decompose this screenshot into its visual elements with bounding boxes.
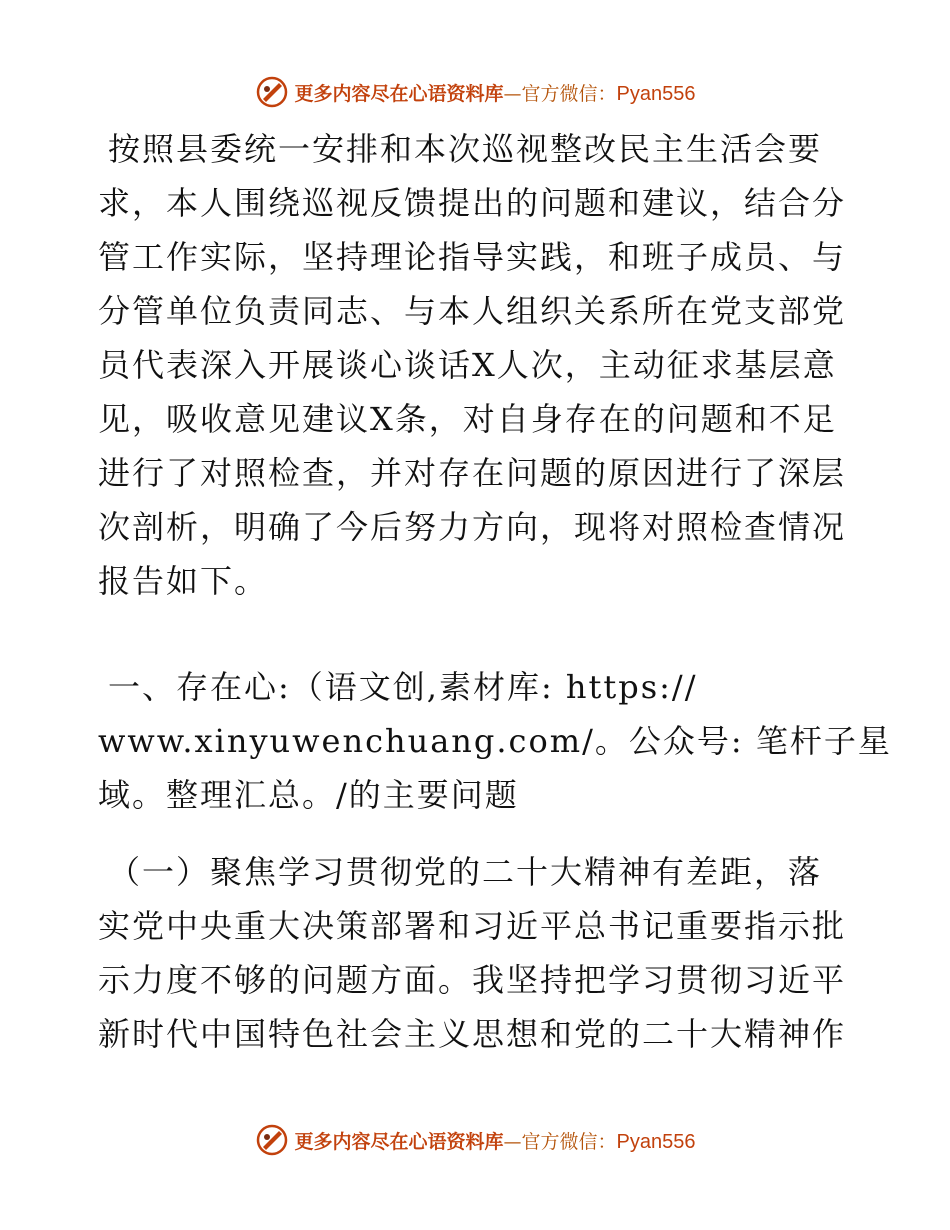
header-banner	[0, 72, 950, 112]
brand-logo-icon	[255, 1123, 289, 1157]
intro-paragraph	[98, 122, 858, 608]
paragraph-line: 管工作实际，坚持理论指导实践，和班子成员、与	[98, 238, 847, 276]
banner-title: 更多内容尽在心语资料库	[294, 1130, 504, 1153]
paragraph-line: www.xinyuwenchuang.com/。公众号: 笔杆子星	[98, 722, 892, 760]
paragraph-line: 报告如下。	[98, 562, 269, 600]
paragraph-line: 实党中央重大决策部署和习近平总书记重要指示批	[98, 907, 847, 945]
brand-logo-icon	[255, 75, 289, 109]
footer-banner	[0, 1120, 950, 1160]
banner-wechat-label: 官方微信：	[521, 82, 617, 105]
banner-dash: —	[503, 1131, 522, 1153]
paragraph-line: 新时代中国特色社会主义思想和党的二十大精神作	[98, 1015, 847, 1053]
banner-dash: —	[503, 83, 522, 105]
banner-wechat-label: 官方微信：	[521, 1130, 617, 1153]
paragraph-line: 见，吸收意见建议X条，对自身存在的问题和不足	[98, 400, 837, 438]
paragraph-line: 分管单位负责同志、与本人组织关系所在党支部党	[98, 292, 847, 330]
section-heading	[98, 660, 892, 822]
paragraph-line: 求，本人围绕巡视反馈提出的问题和建议，结合分	[98, 184, 847, 222]
paragraph-line: 按照县委统一安排和本次巡视整改民主生活会要	[108, 130, 823, 168]
paragraph-line: 进行了对照检查，并对存在问题的原因进行了深层	[98, 454, 847, 492]
paragraph-line: 次剖析，明确了今后努力方向，现将对照检查情况	[98, 508, 847, 546]
paragraph-line: 域。整理汇总。/的主要问题	[98, 776, 519, 814]
paragraph-line: 员代表深入开展谈心谈话X人次，主动征求基层意	[98, 346, 837, 384]
paragraph-line: 一、存在心:（语文创,素材库: https://	[108, 668, 698, 706]
banner-wechat-id: Pyan556	[616, 82, 696, 105]
paragraph-line: 示力度不够的问题方面。我坚持把学习贯彻习近平	[98, 961, 847, 999]
paragraph-line: （一）聚焦学习贯彻党的二十大精神有差距，落	[108, 853, 823, 891]
subsection-paragraph	[98, 845, 858, 1061]
banner-title: 更多内容尽在心语资料库	[294, 82, 504, 105]
banner-wechat-id: Pyan556	[616, 1130, 696, 1153]
